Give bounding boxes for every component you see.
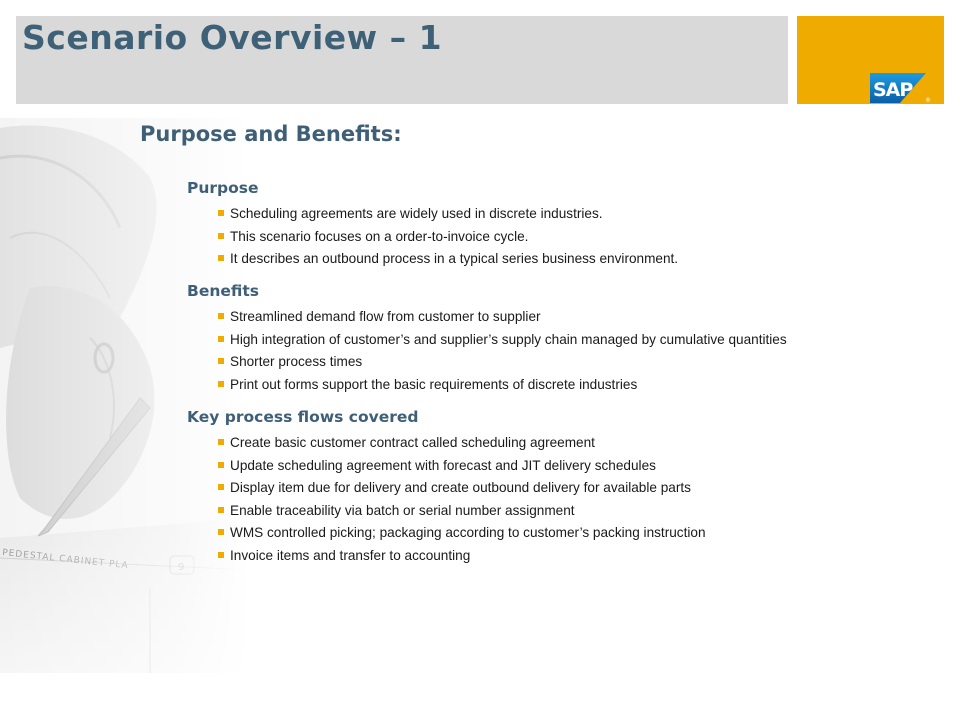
page-title: Scenario Overview – 1 [22,18,443,57]
registered-mark: ® [925,97,931,103]
list-item: Enable traceability via batch or serial number assignment [230,501,706,524]
list-item: Streamlined demand flow from customer to supplier [230,307,787,330]
list-item: Print out forms support the basic requirements of discrete industries [230,375,787,398]
flows-list [230,433,706,568]
list-item: It describes an outbound process in a typical series business environment. [230,249,678,272]
list-item: This scenario focuses on a order-to-invoice cycle. [230,227,678,250]
list-item: Create basic customer contract called scheduling agreement [230,433,706,456]
flows-heading: Key process flows covered [187,408,419,426]
list-item: Update scheduling agreement with forecast and JIT delivery schedules [230,456,706,479]
sap-logo [870,73,932,103]
background-photo [0,118,250,673]
list-item: Display item due for delivery and create outbound delivery for available parts [230,478,706,501]
list-item: Scheduling agreements are widely used in discrete industries. [230,204,678,227]
purpose-heading: Purpose [187,179,259,197]
list-item: High integration of customer’s and supplier’s supply chain managed by cumulative quantities [230,330,787,353]
list-item: Shorter process times [230,352,787,375]
sap-logo-text: SAP [873,79,913,101]
list-item: Invoice items and transfer to accounting [230,546,706,569]
benefits-list [230,307,787,397]
list-item: WMS controlled picking; packaging according to customer’s packing instruction [230,523,706,546]
section-subtitle: Purpose and Benefits: [140,122,402,146]
purpose-list [230,204,678,272]
benefits-heading: Benefits [187,282,259,300]
sap-logo-box [797,16,944,104]
title-bar [16,16,788,104]
